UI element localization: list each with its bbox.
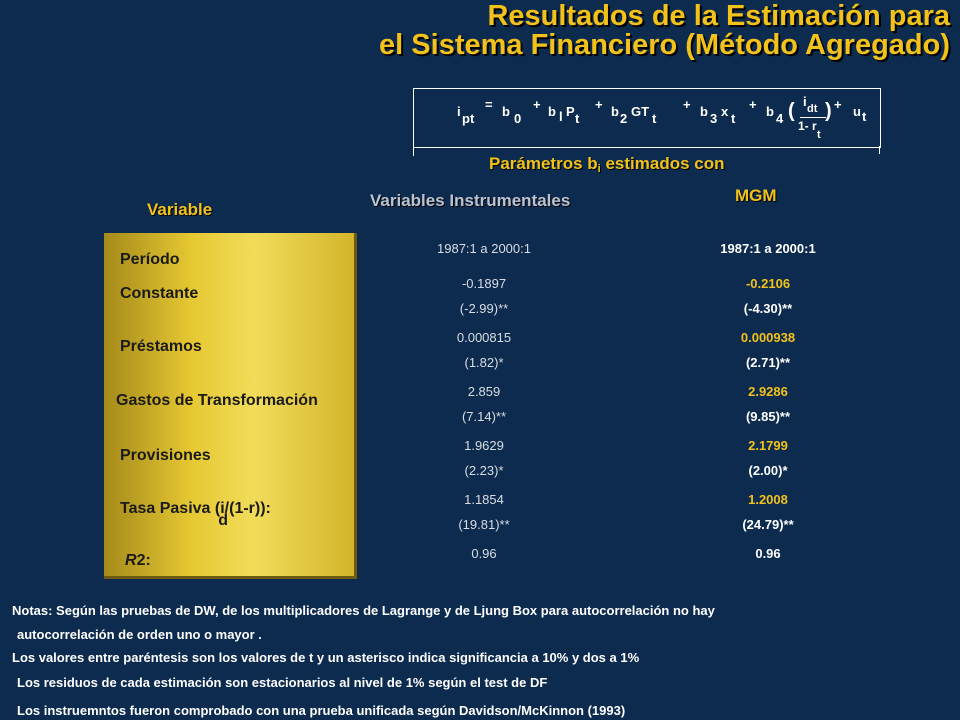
eq-lparen: (	[788, 100, 795, 122]
note-4: Los instruemntos fueron comprobado con una prueba unificada según Davidson/McKinnon (1993)	[17, 703, 626, 718]
eq-b1: b	[548, 104, 556, 119]
eq-num-sub: dt	[807, 103, 818, 115]
mgm-col-value: 1.2008	[748, 492, 788, 507]
mgm-col-value: 0.000938	[740, 330, 796, 345]
mgm-col-value: (2.00)*	[748, 463, 788, 478]
eq-i: i	[457, 104, 461, 119]
params-header	[489, 154, 725, 175]
eq-b4-sub: 4	[776, 111, 784, 126]
iv-col-value: (1.82)*	[464, 355, 504, 370]
eq-den-sub: t	[817, 129, 821, 141]
mgm-col-value: 0.96	[755, 546, 781, 561]
eq-b0: b	[502, 104, 510, 119]
eq-x-sub: t	[731, 111, 736, 126]
iv-col-value: (7.14)**	[461, 409, 507, 424]
mgm-col-value: (2.71)**	[745, 355, 791, 370]
eq-plus-3: +	[683, 97, 691, 112]
note-1a	[12, 603, 715, 618]
eq-b3-sub: 3	[710, 111, 718, 126]
eq-fraction-bar	[800, 117, 826, 118]
eq-equals: =	[485, 97, 493, 112]
eq-GT-sub: t	[652, 111, 657, 126]
label-r2-R: R	[125, 552, 137, 569]
iv-col-value: (19.81)**	[458, 517, 510, 532]
eq-plus-1: +	[533, 97, 541, 112]
iv-col-value: 0.96	[471, 546, 497, 561]
label-tasa-i: i	[220, 500, 225, 517]
note-2: Los valores entre paréntesis son los valores de t y un asterisco indica significancia a 10% y dos a 1%	[12, 650, 640, 665]
iv-col-value: -0.1897	[461, 276, 507, 291]
label-r2	[125, 552, 151, 570]
label-r2-colon: :	[145, 552, 151, 569]
eq-GT: GT	[631, 104, 650, 119]
eq-P-sub: t	[575, 111, 580, 126]
eq-b3: b	[700, 104, 708, 119]
label-provisiones: Provisiones	[120, 447, 211, 464]
mgm-col-value: -0.2106	[745, 276, 791, 291]
eq-u-sub: t	[862, 109, 867, 124]
equation-left-tick	[413, 146, 414, 156]
label-tasa-i-wrap	[218, 500, 228, 529]
eq-plus-4: +	[749, 97, 757, 112]
eq-b2: b	[611, 104, 619, 119]
eq-b2-sub: 2	[620, 111, 628, 126]
eq-b0-sub: 0	[514, 111, 522, 126]
eq-rparen: )	[825, 100, 832, 122]
iv-col-value: (-2.99)**	[459, 301, 509, 316]
note-1b: autocorrelación de orden uno o mayor .	[17, 627, 262, 642]
eq-num-i: i	[803, 94, 807, 109]
label-r2-sup: 2	[136, 552, 146, 569]
iv-col-value: (2.23)*	[464, 463, 504, 478]
eq-den: 1- r	[798, 119, 817, 133]
note-3: Los residuos de cada estimación son estacionarios al nivel de 1% según el test de DF	[17, 675, 548, 690]
label-prestamos: Préstamos	[120, 338, 202, 355]
page-title	[379, 2, 950, 60]
mgm-col-value: 2.9286	[748, 384, 788, 399]
iv-col-value: 1987:1 a 2000:1	[437, 241, 531, 256]
iv-col-value: 1.9629	[464, 438, 504, 453]
label-tasa-pasiva	[120, 500, 271, 529]
equation-right-tick	[879, 146, 880, 154]
label-periodo: Período	[120, 251, 180, 268]
params-header-sub: i	[597, 163, 601, 175]
label-gastos: Gastos de Transformación	[116, 392, 318, 409]
iv-header: Variables Instrumentales	[370, 191, 571, 210]
eq-i-sub: pt	[462, 111, 475, 126]
mgm-header: MGM	[735, 186, 777, 205]
label-tasa-end: /(1-r)):	[224, 500, 271, 517]
mgm-col-value: (9.85)**	[745, 409, 791, 424]
title-line-1: Resultados de la Estimación para	[487, 0, 950, 32]
label-constante: Constante	[120, 285, 199, 302]
iv-col-value: 0.000815	[456, 330, 512, 345]
variable-header: Variable	[147, 200, 213, 219]
iv-col-value: 1.1854	[464, 492, 504, 507]
eq-b4: b	[766, 104, 774, 119]
title-line-2: el Sistema Financiero (Método Agregado)	[379, 29, 950, 61]
note-1a-text: Notas: Según las pruebas de DW, de los multiplicadores de Lagrange y de Ljung Box para autocorrelación no hay	[12, 603, 715, 618]
eq-P: P	[566, 104, 575, 119]
eq-b1-sub: l	[559, 109, 563, 124]
eq-x: x	[721, 104, 729, 119]
mgm-col-value: 2.1799	[748, 438, 788, 453]
iv-col-value: 2.859	[467, 384, 501, 399]
eq-u: u	[853, 104, 861, 119]
params-header-end: estimados con	[600, 154, 725, 173]
mgm-col-value: 1987:1 a 2000:1	[720, 241, 816, 256]
label-tasa-text: Tasa Pasiva (	[120, 500, 221, 517]
params-header-text: Parámetros b	[489, 154, 598, 173]
label-tasa-d: d	[218, 512, 228, 529]
mgm-col-value: (24.79)**	[742, 517, 794, 532]
mgm-col-value: (-4.30)**	[743, 301, 793, 316]
eq-plus-5: +	[834, 97, 842, 112]
eq-plus-2: +	[595, 97, 603, 112]
